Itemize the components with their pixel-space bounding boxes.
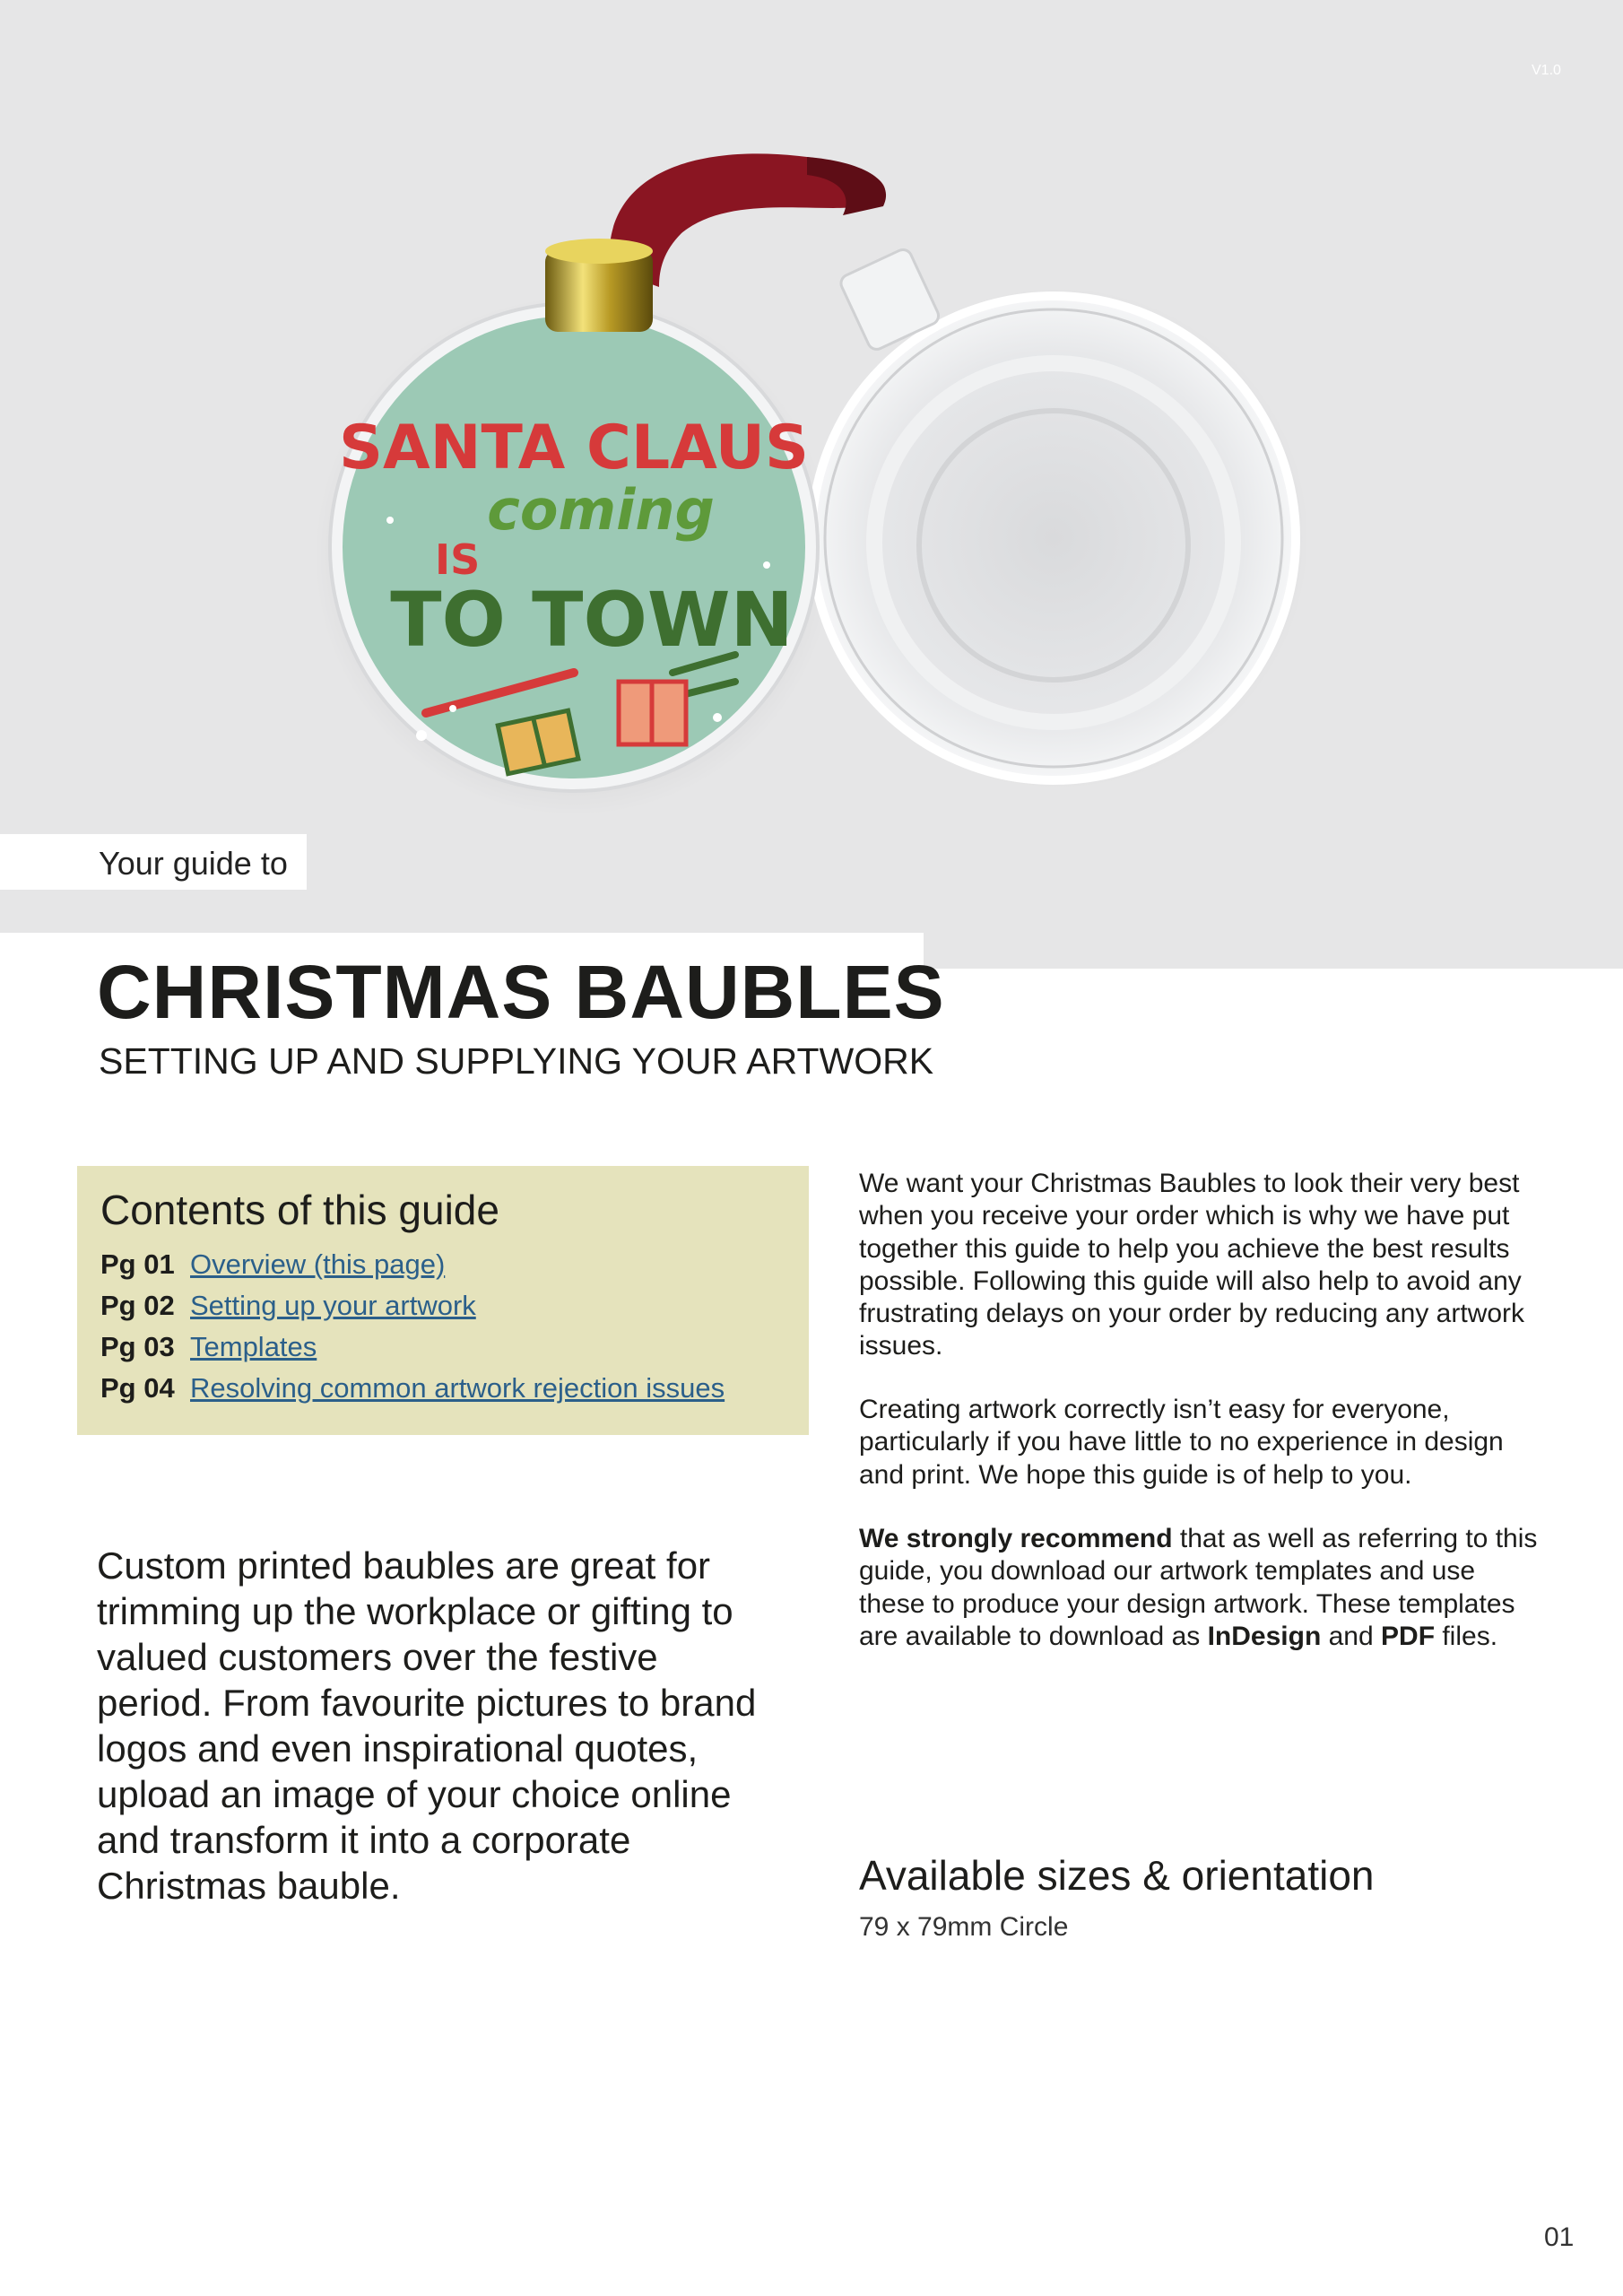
body-paragraph-3: We strongly recommend that as well as referring to this guide, you download our artwork templates and use these to produce your design artwork. These templates are available to download as InDesign and PDF files. [859, 1524, 1538, 1651]
sizes-value: 79 x 79mm Circle [859, 1912, 1069, 1942]
toc-page-number: Pg 01 [100, 1248, 175, 1280]
toc-item [100, 1290, 476, 1322]
guide-to-label: Your guide to [99, 845, 288, 882]
page-number: 01 [1544, 2222, 1575, 2252]
toc-link-overview[interactable]: Overview (this page) [190, 1248, 446, 1280]
indesign-strong: InDesign [1207, 1621, 1322, 1651]
toc-link-templates[interactable]: Templates [190, 1331, 317, 1362]
page-subtitle: SETTING UP AND SUPPLYING YOUR ARTWORK [99, 1040, 934, 1082]
pdf-strong: PDF [1381, 1621, 1436, 1651]
svg-text:coming: coming [487, 477, 715, 543]
intro-paragraph: Custom printed baubles are great for trimming up the workplace or gifting to valued customers over the festive period. From favourite pictures to brand logos and even inspirational quotes, upload an image of your choice online and transform it into a corporate Christmas bauble. [97, 1544, 757, 1907]
version-label: V1.0 [1532, 63, 1561, 78]
hero-photo-area [0, 0, 1623, 969]
contents-box [77, 1166, 809, 1435]
bauble-photo [305, 135, 1327, 870]
body-paragraph-1: We want your Christmas Baubles to look their very best when you receive your order which is why we have put together this guide to help you achieve the best results possible. Following this guide will also help to avoid any frustrating delays on your order by reducing any artwork issues. [859, 1169, 1525, 1361]
body-paragraph-2: Creating artwork correctly isn’t easy for everyone, particularly if you have little to no experience in design and print. We hope this guide is of help to you. [859, 1395, 1504, 1490]
toc-page-number: Pg 04 [100, 1372, 175, 1404]
svg-text:TO TOWN: TO TOWN [390, 576, 794, 664]
guide-to-tab [0, 834, 307, 890]
toc-page-number: Pg 03 [100, 1331, 175, 1362]
toc-link-rejection-issues[interactable]: Resolving common artwork rejection issues [190, 1372, 725, 1404]
toc-link-setting-up[interactable]: Setting up your artwork [190, 1290, 476, 1321]
toc-page-number: Pg 02 [100, 1290, 175, 1321]
page-title: CHRISTMAS BAUBLES [97, 950, 945, 1034]
toc-item [100, 1331, 317, 1363]
toc-item [100, 1248, 445, 1281]
sizes-heading: Available sizes & orientation [859, 1852, 1375, 1899]
recommend-strong: We strongly recommend [859, 1524, 1173, 1553]
toc-item [100, 1372, 725, 1405]
contents-heading: Contents of this guide [100, 1187, 499, 1233]
svg-text:SANTA CLAUS: SANTA CLAUS [339, 413, 809, 483]
svg-text:IS: IS [435, 535, 481, 584]
